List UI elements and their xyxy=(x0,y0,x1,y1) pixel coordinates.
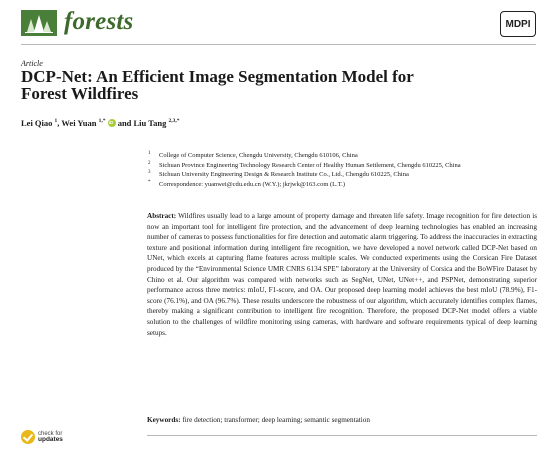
affiliation-item: 3 Sichuan University Engineering Design & Research Institute Co., Ltd., Chengdu 610225, China xyxy=(148,170,409,179)
title-line-1: DCP-Net: An Efficient Image Segmentation Model for xyxy=(21,67,414,86)
keywords xyxy=(147,416,370,424)
title-line-2: Forest Wildfires xyxy=(21,84,139,103)
forests-logo-icon xyxy=(21,10,57,36)
abstract-text: Wildfires usually lead to a large amount of property damage and threaten life safety. Image recognition for fire detection is now an important tool for intelligent fire protection, and the advancement of deep learning technologies has enabled an increasing number of cameras to possess functionalities for fire detection and automatic alarm triggering. To address the inaccuracies in extracting texture and positional information during intelligent fire recognition, we have developed a novel network called DCP-Net based on UNet, which excels at capturing flame features across multiple scales. We conducted experiments using the Corsican Fire Dataset produced by the “Environmental Science UMR CNRS 6134 SPE” laboratory at the University of Corsica and the BoWFire Dataset by Chino et al. Our algorithm was compared with networks such as SegNet, UNet, UNet++, and PSPNet, demonstrating superior performance across three metrics: mIoU, F1-score, and OA. Our proposed deep learning model achieves the best mIoU (78.9%), F1-score (76.1%), and OA (96.7%). These results underscore the robustness of our algorithm, which accurately identifies complex flames, thereby making a significant contribution to intelligent fire recognition. Therefore, the proposed DCP-Net model offers a viable solution to the challenges of wildfire monitoring using cameras, with hardware and software requirements typical of deep learning setups. xyxy=(147,212,538,337)
keywords-divider xyxy=(147,435,537,436)
author-list: Lei Qiao $^1$, Wei Yuan $^{1,*}$ iD and Liu Tang $^{2,3,*}$ xyxy=(21,118,180,128)
article-type: Article xyxy=(21,59,43,68)
mdpi-logo: MDPI xyxy=(500,11,536,37)
keywords-text: fire detection; transformer; deep learning; semantic segmentation xyxy=(182,416,370,424)
check-updates-line2: updates xyxy=(38,436,63,443)
journal-name: forests xyxy=(64,8,134,35)
author-2-name: Wei Yuan xyxy=(61,118,97,128)
checkmark-icon xyxy=(21,430,35,444)
author-3-name: and Liu Tang xyxy=(117,118,167,128)
abstract xyxy=(147,211,537,338)
orcid-icon[interactable] xyxy=(108,119,116,127)
author-1-name: Lei Qiao xyxy=(21,118,53,128)
abstract-label: Abstract: xyxy=(147,212,177,220)
author-3-sup: 2,3,* xyxy=(168,118,180,125)
check-for-updates-button[interactable] xyxy=(21,430,63,444)
affiliation-item: 2 Sichuan Province Engineering Technology Research Center of Healthy Human Settlement, Chengdu 610225, China xyxy=(148,160,461,169)
author-2-sup: 1,* xyxy=(98,118,106,125)
header-divider xyxy=(21,44,536,45)
affiliations xyxy=(147,151,537,190)
author-1-sup: 1 xyxy=(54,118,58,125)
article-title xyxy=(21,68,521,102)
affiliation-item: 1 College of Computer Science, Chengdu University, Chengdu 610106, China xyxy=(148,151,358,159)
correspondence: * Correspondence: yuanwei@cdu.edu.cn (W.Y.); jkrjwk@163.com (L.T.) xyxy=(148,180,346,189)
keywords-label: Keywords: xyxy=(147,416,181,424)
check-updates-line1: check for xyxy=(38,430,63,437)
journal-header xyxy=(21,10,536,38)
